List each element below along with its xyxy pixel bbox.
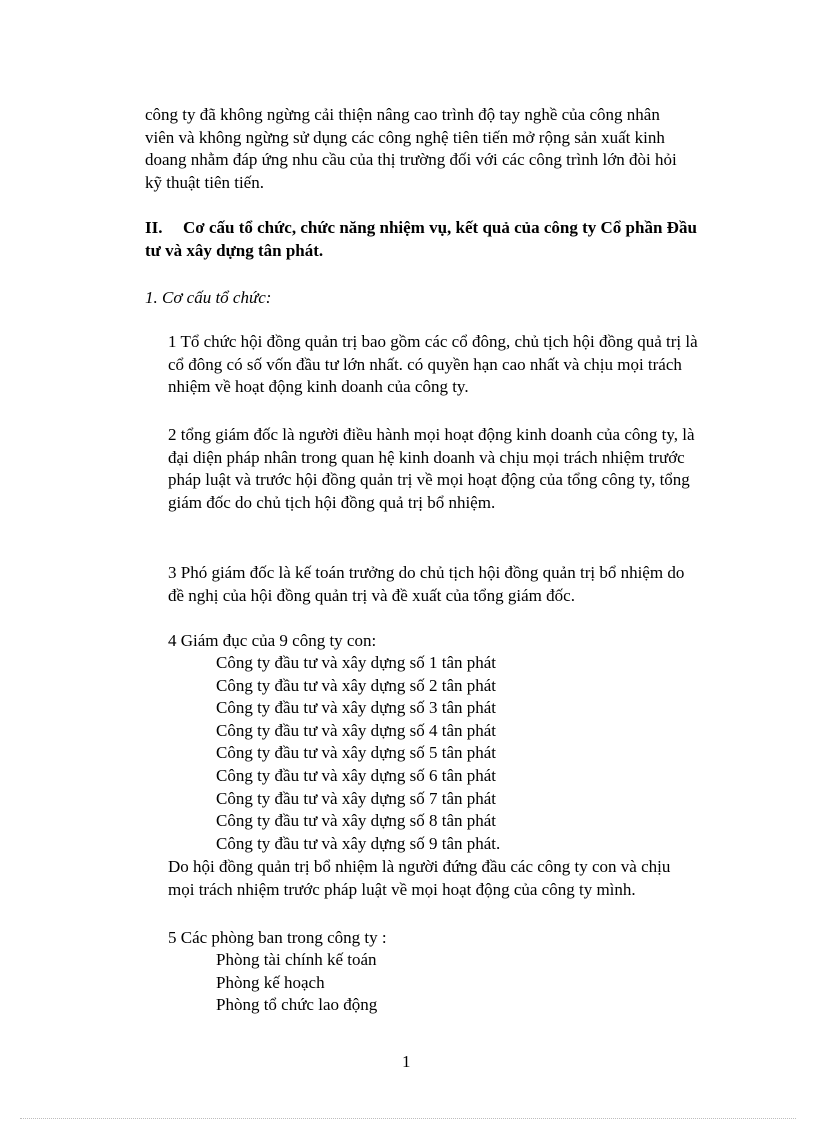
department-list [216, 949, 377, 1017]
list-item: Công ty đầu tư và xây dựng số 8 tân phát [216, 811, 497, 831]
item-5-title: 5 Các phòng ban trong công ty : [168, 928, 387, 947]
list-item: Công ty đầu tư và xây dựng số 1 tân phát [216, 653, 497, 672]
list-item: Công ty đầu tư và xây dựng số 3 tân phát [216, 698, 497, 718]
intro-paragraph: công ty đã không ngừng cải thiện nâng cao trình độ tay nghề của công nhân viên và không ngừng sử dụng các công nghệ tiên tiến mở rộng sản xuất kinh doang nhằm đáp ứng nhu cầu của thị trường đối với các công trình lớn đòi hỏi kỹ thuật tiên tiến. [145, 105, 677, 192]
subheading: 1. Cơ cấu tổ chức: [145, 288, 272, 307]
item-3-paragraph: 3 Phó giám đốc là kế toán trưởng do chủ tịch hội đồng quản trị bổ nhiệm do đề nghị của hội đồng quản trị và đề xuất của tổng giám đốc. [168, 563, 685, 605]
list-item: Công ty đầu tư và xây dựng số 2 tân phát [216, 675, 497, 695]
section-heading [145, 217, 705, 262]
subsidiary-list [216, 652, 500, 855]
list-item: Công ty đầu tư và xây dựng số 7 tân phát [216, 788, 497, 808]
page-number: 1 [402, 1052, 411, 1071]
page-bottom-divider [20, 1118, 796, 1119]
list-item: Công ty đầu tư và xây dựng số 6 tân phát [216, 765, 497, 785]
item-2-paragraph: 2 tổng giám đốc là người điều hành mọi hoạt động kinh doanh của công ty, là đại diện pháp nhân trong quan hệ kinh doanh và chịu mọi trách nhiệm trước pháp luật và trước hội đồng quản trị về mọi hoạt động của tổng công ty, tổng giám đốc do chủ tịch hội đồng quả trị bổ nhiệm. [168, 425, 695, 512]
list-item: Công ty đầu tư và xây dựng số 5 tân phát [216, 743, 497, 763]
item-1-paragraph: 1 Tổ chức hội đồng quản trị bao gồm các cổ đông, chủ tịch hội đồng quả trị là cổ đông có số vốn đầu tư lớn nhất. có quyền hạn cao nhất và chịu mọi trách nhiệm về hoạt động kinh doanh của công ty. [168, 332, 698, 397]
list-item: Công ty đầu tư và xây dựng số 9 tân phát. [216, 833, 501, 853]
item-4-title: 4 Giám đục của 9 công ty con: [168, 631, 377, 650]
list-item: Phòng kế hoạch [216, 972, 325, 992]
section-number: II. [145, 218, 163, 237]
list-item: Phòng tài chính kế toán [216, 950, 377, 969]
section-title: Cơ cấu tổ chức, chức năng nhiệm vụ, kết quả của công ty Cổ phần Đầu tư và xây dựng tân phát. [145, 218, 697, 260]
list-item: Công ty đầu tư và xây dựng số 4 tân phát [216, 720, 497, 740]
list-item: Phòng tổ chức lao động [216, 995, 378, 1015]
item-4-note: Do hội đồng quản trị bổ nhiệm là người đứng đầu các công ty con và chịu mọi trách nhiệm trước pháp luật về mọi hoạt động của công ty mình. [168, 857, 671, 899]
